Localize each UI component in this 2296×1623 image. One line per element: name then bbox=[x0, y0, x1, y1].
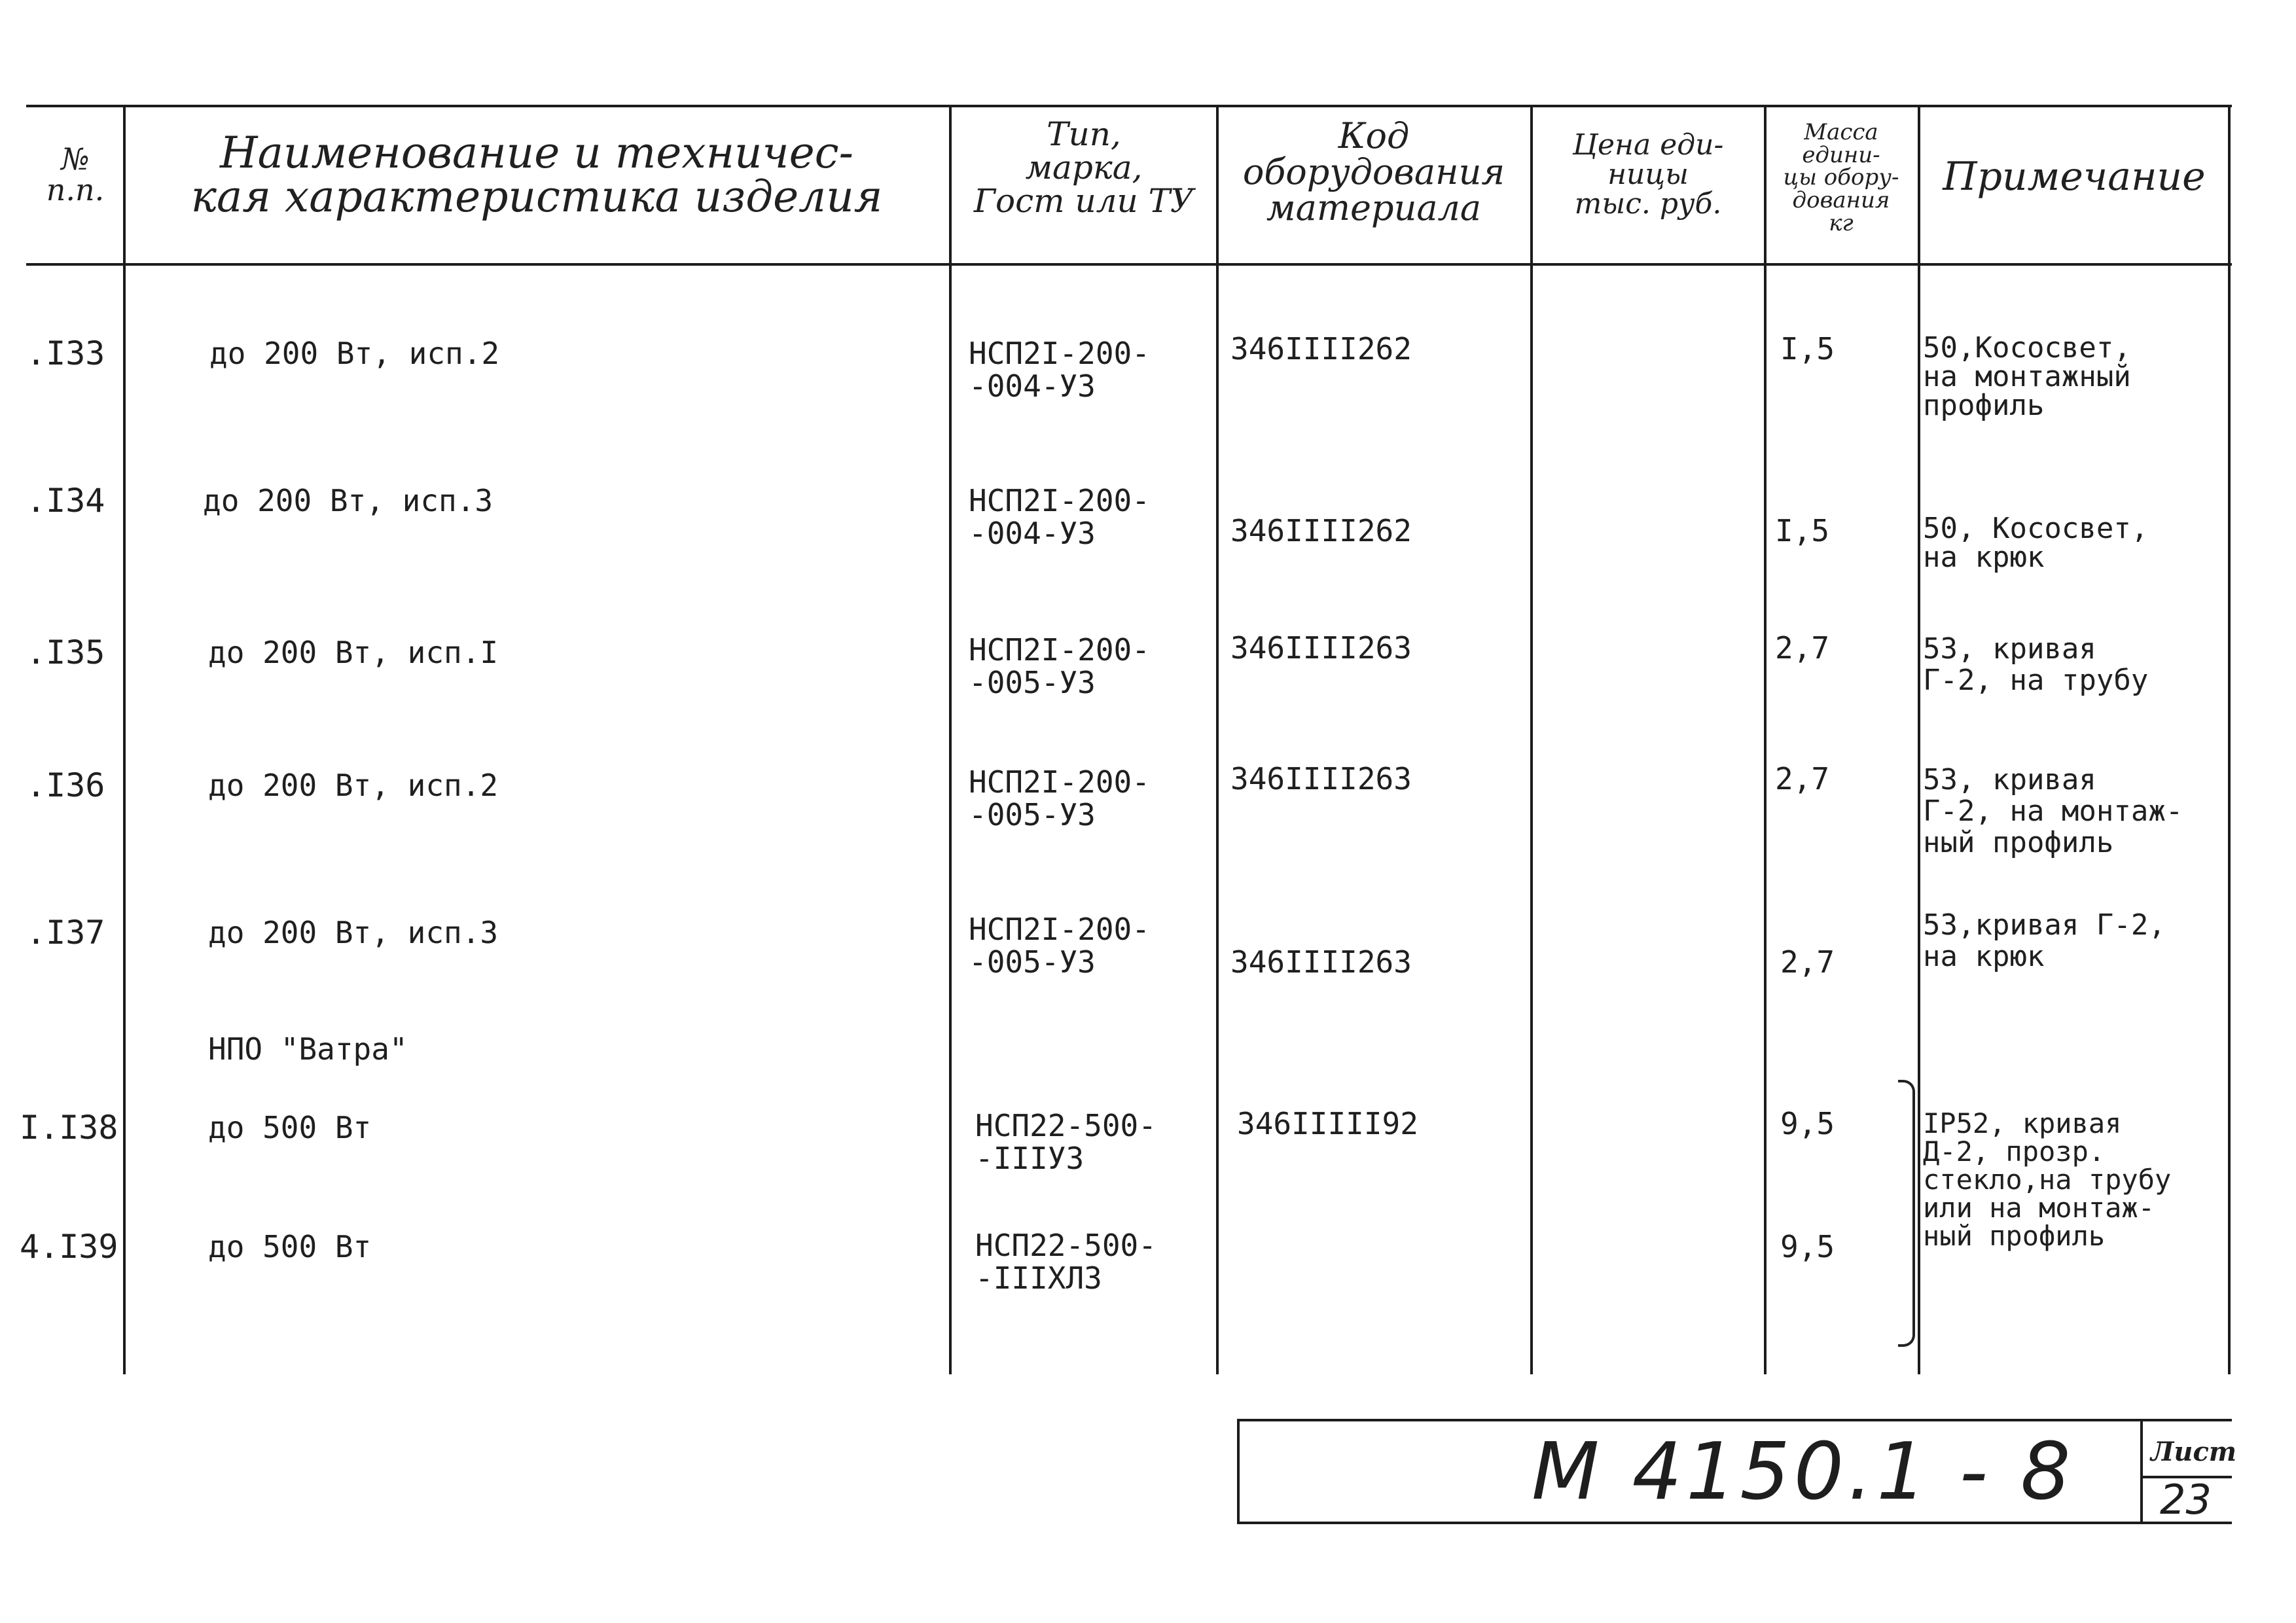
row-type: НСП2I-200- -005-УЗ bbox=[969, 764, 1150, 832]
row-name: до 200 Вт, исп.3 bbox=[203, 483, 493, 518]
row-mass: I,5 bbox=[1775, 513, 1830, 548]
row-name: до 500 Вт bbox=[208, 1110, 372, 1145]
column-divider bbox=[1530, 105, 1533, 1374]
row-mass: 9,5 bbox=[1780, 1106, 1835, 1141]
row-mass: 2,7 bbox=[1780, 944, 1835, 980]
row-num: .I37 bbox=[26, 914, 105, 952]
row-note: IP52, кривая Д-2, прозр. стекло,на трубу или на монтаж- ный профиль bbox=[1923, 1107, 2172, 1252]
row-name: до 200 Вт, исп.I bbox=[208, 635, 499, 670]
manufacturer-heading: НПО "Ватра" bbox=[208, 1031, 408, 1067]
row-code: 346IIII263 bbox=[1230, 944, 1412, 980]
row-note: 53, кривая Г-2, на монтаж- ный профиль bbox=[1923, 763, 2183, 859]
row-num: I.I38 bbox=[20, 1109, 118, 1147]
header-type: Тип, марка, Гост или ТУ bbox=[973, 115, 1194, 220]
row-type: НСП2I-200- -004-УЗ bbox=[969, 336, 1150, 404]
stamp-sheet-divider bbox=[2140, 1419, 2143, 1524]
row-code: 346IIII263 bbox=[1230, 630, 1412, 666]
column-divider bbox=[1764, 105, 1767, 1374]
row-code: 346IIII262 bbox=[1230, 331, 1412, 366]
row-num: .I35 bbox=[26, 633, 105, 671]
row-code: 346IIII263 bbox=[1230, 761, 1412, 796]
row-num: .I36 bbox=[26, 766, 105, 804]
header-bottom-rule bbox=[26, 263, 2232, 266]
row-num: .I34 bbox=[26, 482, 105, 520]
row-mass: 2,7 bbox=[1775, 630, 1830, 666]
column-divider bbox=[949, 105, 952, 1374]
header-name: Наименование и техничес- кая характеристика изделия bbox=[190, 128, 883, 223]
row-name: до 200 Вт, исп.2 bbox=[209, 336, 500, 371]
column-divider bbox=[123, 105, 126, 1374]
table-top-rule bbox=[26, 105, 2232, 107]
row-note: 53,кривая Г-2, на крюк bbox=[1923, 908, 2166, 973]
row-note: 53, кривая Г-2, на трубу bbox=[1923, 632, 2149, 697]
header-note: Примечание bbox=[1943, 154, 2206, 200]
row-type: НСП2I-200- -005-УЗ bbox=[969, 632, 1150, 700]
row-num: 4.I39 bbox=[20, 1228, 118, 1266]
column-divider bbox=[1216, 105, 1219, 1374]
row-mass: I,5 bbox=[1780, 331, 1835, 366]
column-divider bbox=[1918, 105, 1920, 1374]
stamp-left-rule bbox=[1237, 1419, 1240, 1524]
row-mass: 9,5 bbox=[1780, 1229, 1835, 1264]
row-code: 346IIIII92 bbox=[1237, 1106, 1418, 1141]
row-type: НСП22-500- -IIIУЗ bbox=[975, 1108, 1157, 1176]
row-name: до 200 Вт, исп.2 bbox=[208, 768, 499, 803]
sheet-label: Лист bbox=[2151, 1436, 2237, 1467]
row-type: НСП2I-200- -004-УЗ bbox=[969, 483, 1150, 551]
row-note: 50,Кососвет, на монтажный профиль bbox=[1923, 331, 2131, 422]
row-type: НСП2I-200- -005-УЗ bbox=[969, 912, 1150, 980]
grouping-brace bbox=[1898, 1080, 1915, 1347]
column-divider bbox=[2228, 105, 2231, 1374]
row-code: 346IIII262 bbox=[1230, 513, 1412, 548]
row-num: .I33 bbox=[26, 334, 105, 372]
row-name: до 200 Вт, исп.3 bbox=[208, 915, 499, 950]
stamp-top-rule bbox=[1237, 1419, 2232, 1421]
stamp-bottom-rule bbox=[1237, 1522, 2232, 1524]
header-code: Код оборудования материала bbox=[1242, 115, 1505, 229]
row-note: 50, Кососвет, на крюк bbox=[1923, 512, 2149, 574]
document-number: М 4150.1 - 8 bbox=[1532, 1427, 2075, 1518]
row-name: до 500 Вт bbox=[208, 1229, 372, 1264]
header-price: Цена еди- ницы тыс. руб. bbox=[1572, 128, 1724, 221]
row-type: НСП22-500- -IIIХЛЗ bbox=[975, 1228, 1157, 1296]
header-mass: Масса едини- цы обору- дования кг bbox=[1783, 119, 1899, 236]
header-num: № п.п. bbox=[46, 141, 105, 207]
sheet-number: 23 bbox=[2160, 1476, 2212, 1524]
row-mass: 2,7 bbox=[1775, 761, 1830, 796]
